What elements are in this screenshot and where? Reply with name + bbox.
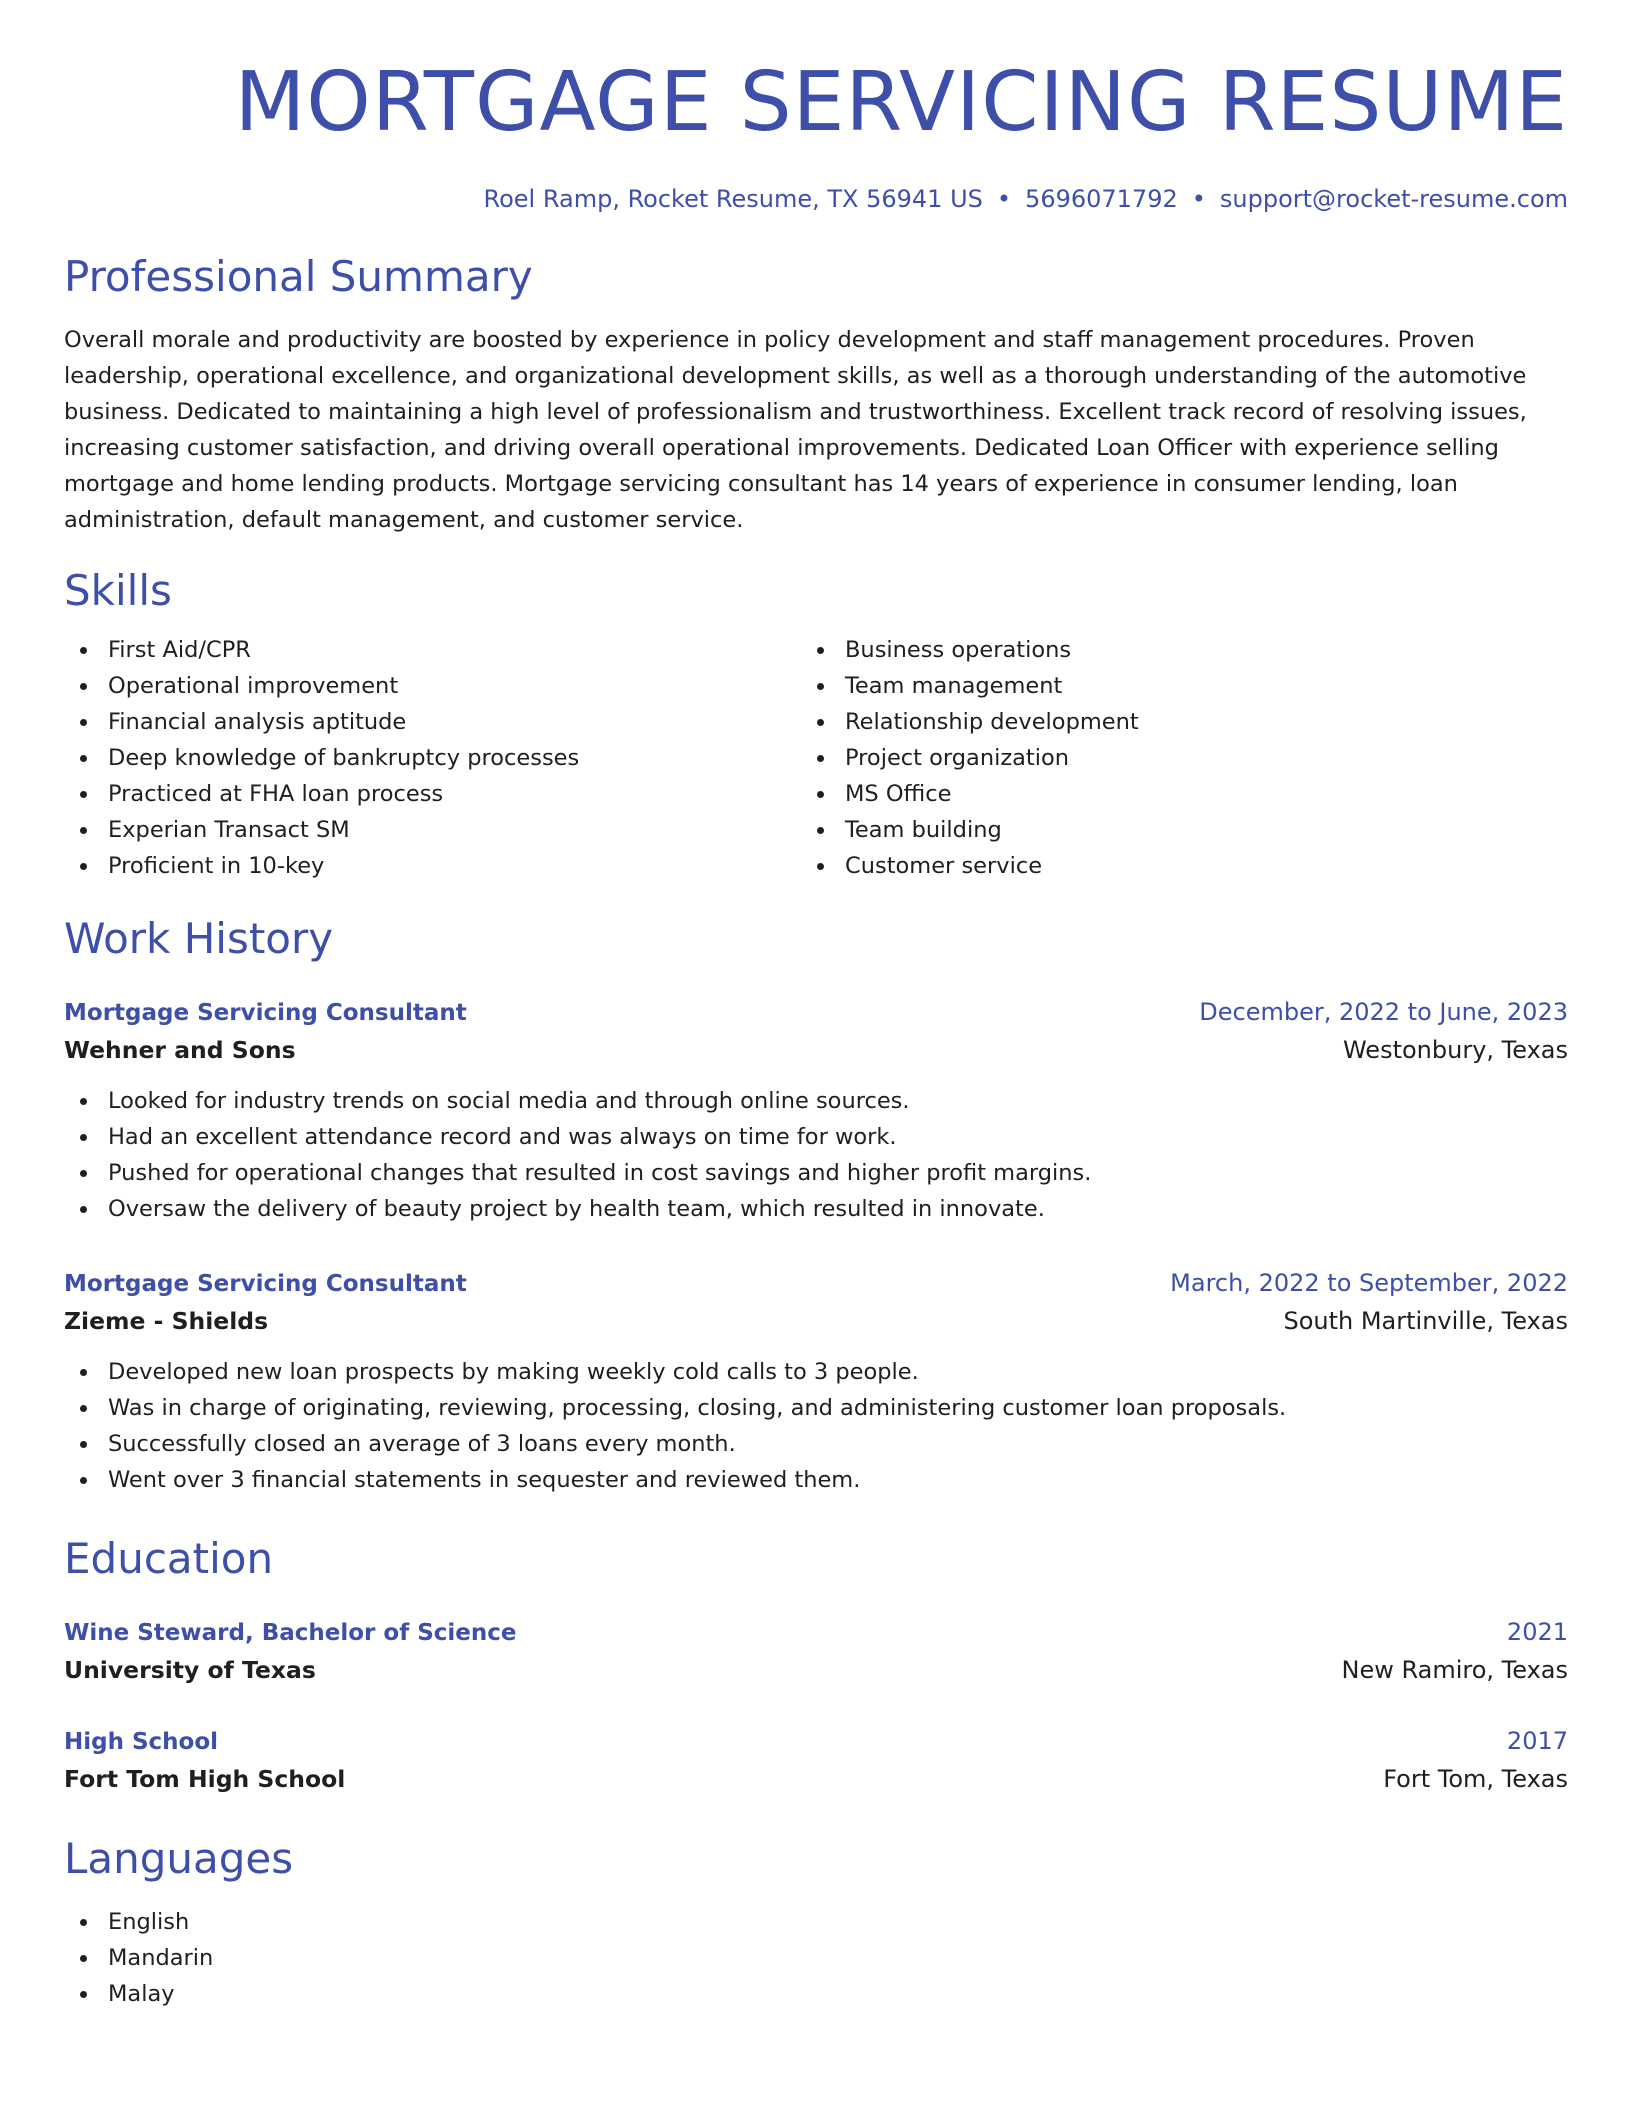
job-bullet: Successfully closed an average of 3 loans every month. (64, 1426, 1568, 1462)
skill-item: First Aid/CPR (64, 632, 801, 668)
contact-separator: • (996, 185, 1012, 213)
education-year: 2017 (1506, 1727, 1568, 1755)
skill-item: Proficient in 10-key (64, 848, 801, 884)
education-entry (64, 1614, 1568, 1689)
job-title: Mortgage Servicing Consultant (64, 1271, 467, 1297)
languages-list (64, 1904, 1568, 2012)
skills-right-column (801, 632, 1538, 884)
languages-heading: Languages (64, 1834, 294, 1883)
skill-item: Practiced at FHA loan process (64, 776, 801, 812)
education-entry (64, 1723, 1568, 1798)
education-school-row (64, 1651, 1568, 1689)
skill-item: Deep knowledge of bankruptcy processes (64, 740, 801, 776)
skills-columns (64, 632, 1568, 884)
education-year: 2021 (1506, 1618, 1568, 1646)
skill-item: Team management (801, 668, 1538, 704)
job-company: Zieme - Shields (64, 1307, 269, 1335)
job-dates: March, 2022 to September, 2022 (1170, 1269, 1568, 1297)
work-history-heading: Work History (64, 914, 334, 963)
skill-item: Financial analysis aptitude (64, 704, 801, 740)
job-company: Wehner and Sons (64, 1036, 296, 1064)
skill-item: Experian Transact SM (64, 812, 801, 848)
job-company-row (64, 1302, 1568, 1340)
education-school: University of Texas (64, 1656, 316, 1684)
job-bullet: Pushed for operational changes that resulted in cost savings and higher profit margins. (64, 1155, 1568, 1191)
skills-heading: Skills (64, 566, 172, 615)
resume-header (64, 56, 1568, 214)
education-degree-row (64, 1723, 1568, 1760)
skill-item: MS Office (801, 776, 1538, 812)
job-bullet: Was in charge of originating, reviewing, processing, closing, and administering customer loan proposals. (64, 1390, 1568, 1426)
contact-address: Roel Ramp, Rocket Resume, TX 56941 US (483, 185, 983, 213)
education-degree: High School (64, 1729, 219, 1755)
language-item: Malay (64, 1976, 1568, 2012)
job-bullet: Went over 3 financial statements in sequester and reviewed them. (64, 1462, 1568, 1498)
skill-item: Customer service (801, 848, 1538, 884)
contact-email: support@rocket-resume.com (1219, 185, 1568, 213)
skill-item: Project organization (801, 740, 1538, 776)
skill-item: Relationship development (801, 704, 1538, 740)
job-location: Westonbury, Texas (1342, 1036, 1568, 1064)
summary-text: Overall morale and productivity are boosted by experience in policy development and staff management procedures. Proven leadership, operational excellence, and organizational development skills, as well as a thorough understanding of the automotive business. Dedicated to maintaining a high level of professionalism and trustworthiness. Excellent track record of resolving issues, increasing customer satisfaction, and driving overall operational improvements. Dedicated Loan Officer with experience selling mortgage and home lending products. Mortgage servicing consultant has 14 years of experience in consumer lending, loan administration, default management, and customer service. (64, 327, 1527, 533)
job-bullet: Oversaw the delivery of beauty project by health team, which resulted in innovate. (64, 1191, 1568, 1227)
education-location: Fort Tom, Texas (1383, 1765, 1568, 1793)
skill-item: Business operations (801, 632, 1538, 668)
resume-title: MORTGAGE SERVICING RESUME (234, 55, 1568, 150)
contact-phone: 5696071792 (1025, 185, 1178, 213)
language-item: English (64, 1904, 1568, 1940)
education-degree-row (64, 1614, 1568, 1651)
language-item: Mandarin (64, 1940, 1568, 1976)
job-bullets (64, 1083, 1568, 1227)
contact-line (64, 184, 1568, 214)
skills-left-column (64, 632, 801, 884)
education-location: New Ramiro, Texas (1341, 1656, 1568, 1684)
job-bullets (64, 1354, 1568, 1498)
contact-separator: • (1191, 185, 1206, 213)
job-bullet: Had an excellent attendance record and was always on time for work. (64, 1119, 1568, 1155)
job-dates: December, 2022 to June, 2023 (1199, 998, 1568, 1026)
job-bullet: Looked for industry trends on social media and through online sources. (64, 1083, 1568, 1119)
job-title-row (64, 994, 1568, 1031)
skill-item: Operational improvement (64, 668, 801, 704)
summary-heading: Professional Summary (64, 252, 533, 301)
job-entry (64, 994, 1568, 1227)
education-school-row (64, 1760, 1568, 1798)
job-title-row (64, 1265, 1568, 1302)
job-title: Mortgage Servicing Consultant (64, 1000, 467, 1026)
job-company-row (64, 1031, 1568, 1069)
skill-item: Team building (801, 812, 1538, 848)
education-school: Fort Tom High School (64, 1765, 346, 1793)
education-heading: Education (64, 1534, 274, 1583)
job-bullet: Developed new loan prospects by making weekly cold calls to 3 people. (64, 1354, 1568, 1390)
job-entry (64, 1265, 1568, 1498)
job-location: South Martinville, Texas (1283, 1307, 1568, 1335)
education-degree: Wine Steward, Bachelor of Science (64, 1620, 517, 1646)
